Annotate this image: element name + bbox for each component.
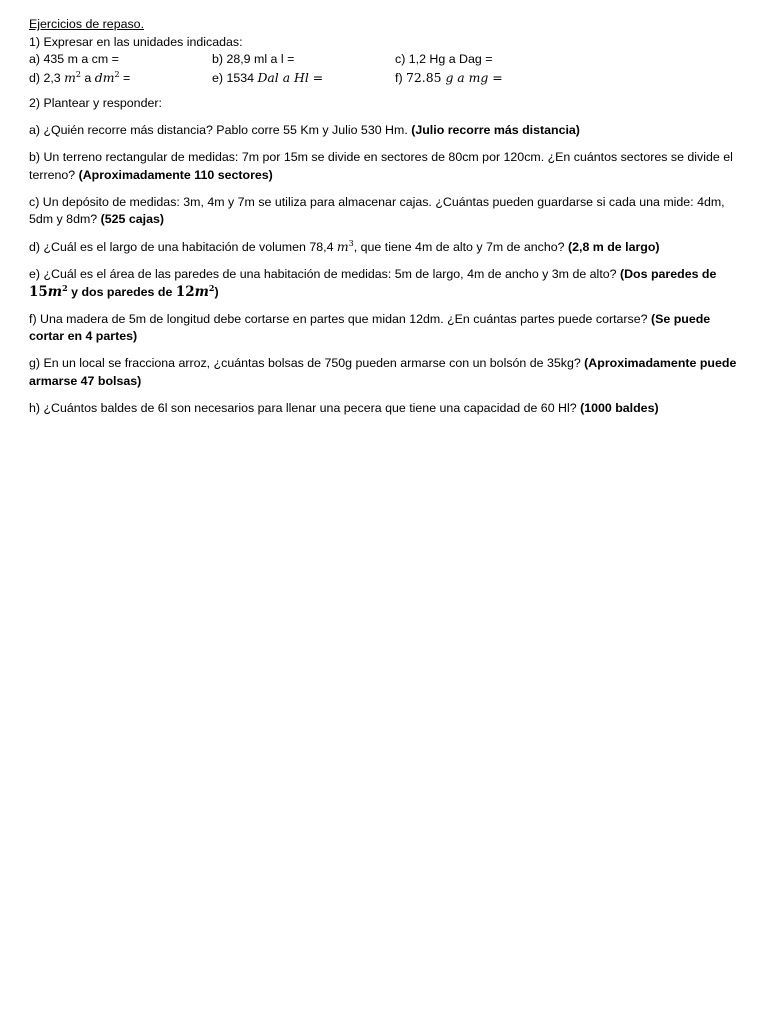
- item-1d-exp-2: 2: [114, 69, 120, 79]
- problem-2c-answer: (525 cajas): [100, 212, 164, 226]
- exercise-1: [29, 34, 744, 87]
- item-1d-prefix: d) 2,3: [29, 70, 65, 85]
- problem-2d-text-before: d) ¿Cuál es el largo de una habitación de volumen 78,4: [29, 240, 337, 254]
- exercise-1-heading: 1) Expresar en las unidades indicadas:: [29, 34, 243, 49]
- item-1d-exp-1: 2: [75, 69, 81, 79]
- problem-2h-answer: (1000 baldes): [580, 400, 659, 415]
- problem-2h-text: h) ¿Cuántos baldes de 6l son necesarios para llenar una pecera que tiene una capacidad de 60 Hl?: [29, 400, 581, 415]
- problem-2a-answer: (Julio recorre más distancia): [411, 123, 580, 137]
- problem-2e: [29, 266, 744, 301]
- problem-2d-unit: m: [336, 239, 349, 254]
- item-1c: c) 1,2 Hg a Dag =: [395, 52, 493, 66]
- problem-2e-answer-close: ): [214, 284, 219, 299]
- problem-2c: [29, 194, 744, 229]
- item-1d-unit-2: dm: [94, 69, 115, 85]
- exercise-1-row-1: [29, 51, 744, 69]
- item-1d-unit-1: m: [64, 69, 76, 85]
- item-1d: [29, 69, 130, 88]
- problem-2e-answer-open: (Dos paredes de: [619, 267, 717, 281]
- exercise-1-row-2: [29, 69, 744, 87]
- problem-2f-text: f) Una madera de 5m de longitud debe cortarse en partes que midan 12dm. ¿En cuántas partes puede cortarse?: [29, 311, 651, 326]
- problem-2g-text: g) En un local se fracciona arroz, ¿cuántas bolsas de 750g pueden armarse con un bolsón de 35kg?: [29, 356, 585, 370]
- document-page: [29, 16, 744, 427]
- item-1e: [212, 69, 323, 88]
- problem-2a: [29, 122, 744, 140]
- problem-2e-num-1: 15: [29, 283, 48, 300]
- problem-2g: [29, 355, 744, 390]
- problem-2h: [29, 400, 744, 418]
- problem-2c-text: c) Un depósito de medidas: 3m, 4m y 7m se utiliza para almacenar cajas. ¿Cuántas pueden guardarse si cada una mide: 4dm, 5dm y 8dm?: [29, 194, 725, 226]
- item-1f-prefix: f): [395, 70, 407, 85]
- item-1d-mid: a: [80, 70, 95, 85]
- problem-2e-exp-1: 2: [62, 282, 68, 293]
- problem-2d: [29, 238, 744, 257]
- item-1f-math: g a mg =: [445, 69, 503, 85]
- problem-2e-unit-2: m: [194, 283, 209, 300]
- item-1e-prefix: e) 1534: [212, 70, 258, 85]
- problem-2e-math-1: [29, 284, 68, 300]
- problem-2d-text-after: , que tiene 4m de alto y 7m de ancho?: [353, 240, 568, 254]
- problem-2f: [29, 311, 744, 346]
- document-title: Ejercicios de repaso.: [29, 17, 145, 31]
- item-1f-number: 72.85: [406, 69, 446, 85]
- problem-2e-exp-2: 2: [208, 282, 215, 293]
- problem-2g-answer: (Aproximadamente puede armarse 47 bolsas): [29, 356, 737, 388]
- item-1f: [395, 69, 503, 88]
- problem-2f-answer: (Se puede cortar en 4 partes): [29, 311, 711, 343]
- exercise-2-heading: 2) Plantear y responder:: [29, 96, 162, 110]
- problem-2e-answer-mid: y dos paredes de: [67, 284, 176, 299]
- problem-2e-math-2: [176, 284, 215, 300]
- problem-2d-answer: (2,8 m de largo): [567, 240, 660, 254]
- problem-2e-text: e) ¿Cuál es el área de las paredes de una habitación de medidas: 5m de largo, 4m de ancho y 3m de alto?: [29, 267, 620, 281]
- problem-2e-unit-1: m: [47, 283, 63, 300]
- item-1a: a) 435 m a cm =: [29, 52, 119, 66]
- item-1e-math: Dal a Hl =: [257, 69, 324, 85]
- problem-2b-text: b) Un terreno rectangular de medidas: 7m por 15m se divide en sectores de 80cm por 120cm. ¿En cuántos sectores se divide el terreno?: [29, 150, 733, 182]
- problem-2b: [29, 149, 744, 184]
- problem-2d-exp: 3: [348, 239, 354, 248]
- item-1b: b) 28,9 ml a l =: [212, 52, 295, 66]
- item-1d-suffix: =: [119, 70, 131, 85]
- problem-2b-answer: (Aproximadamente 110 sectores): [78, 167, 273, 182]
- problem-2e-num-2: 12: [175, 283, 195, 300]
- problem-2a-text: a) ¿Quién recorre más distancia? Pablo corre 55 Km y Julio 530 Hm.: [29, 123, 412, 137]
